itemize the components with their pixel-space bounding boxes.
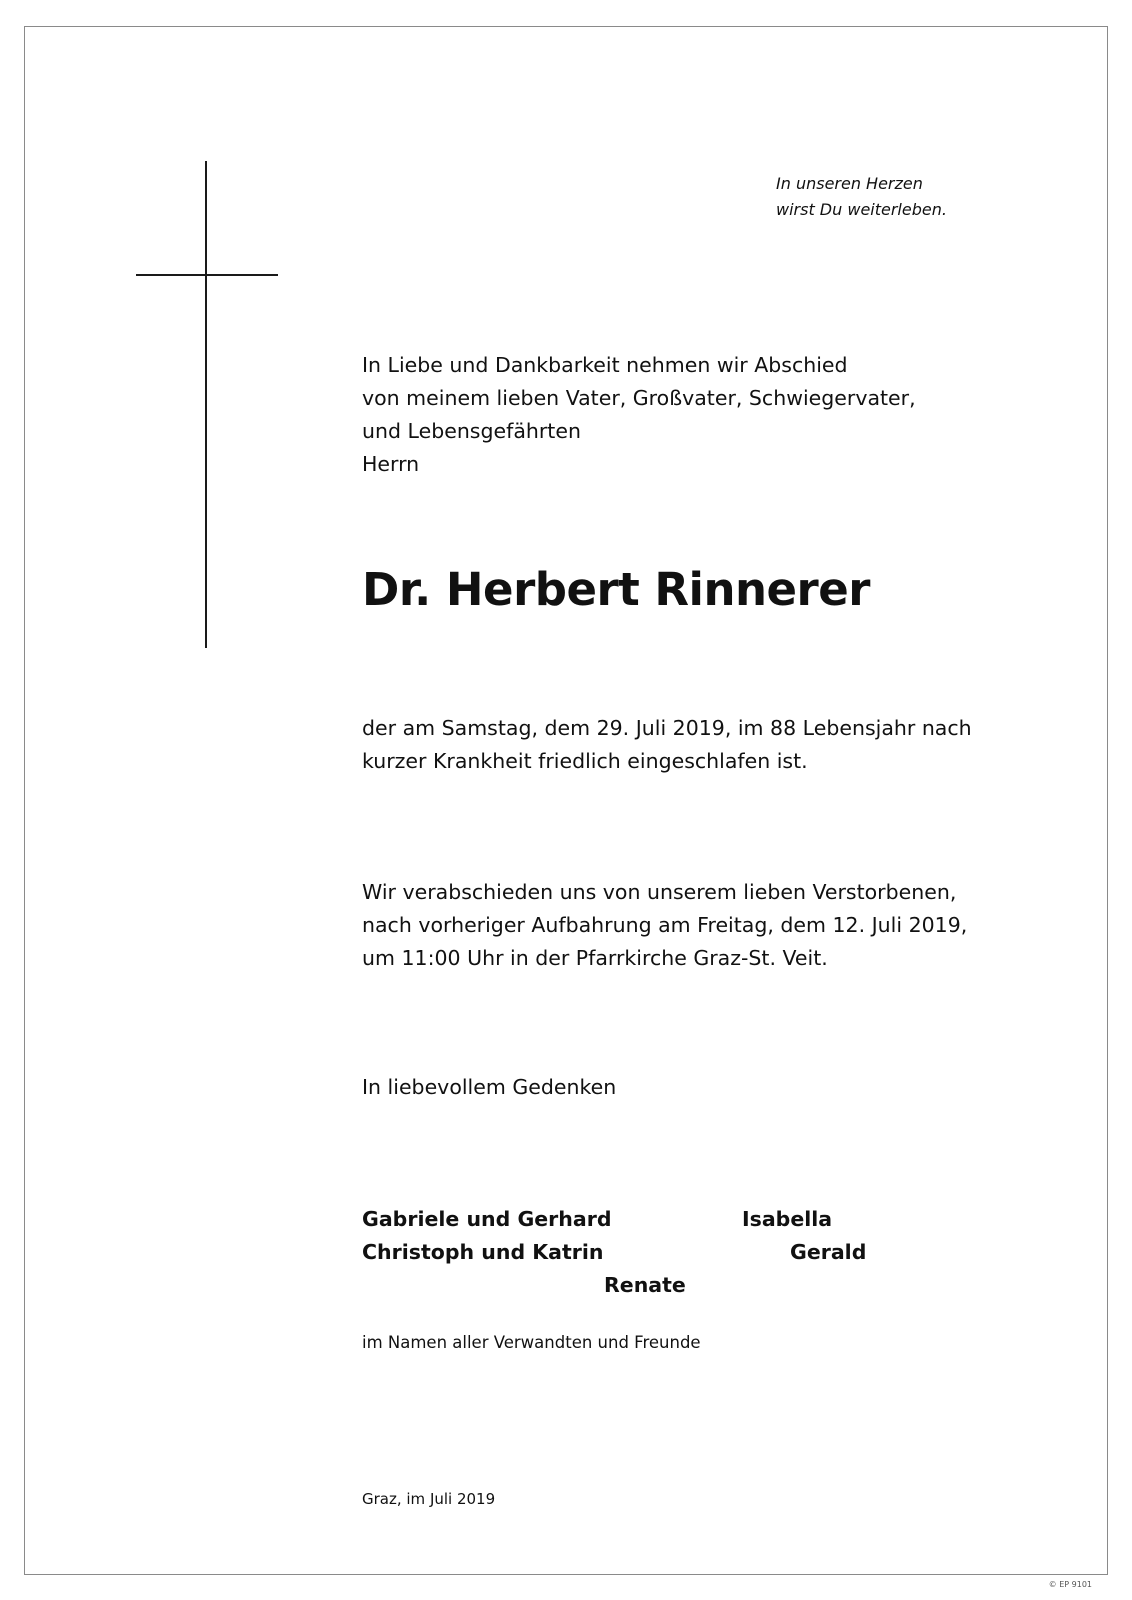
place-date: Graz, im Juli 2019	[362, 1490, 496, 1508]
intro-line-2: von meinem lieben Vater, Großvater, Schwiegervater,	[362, 386, 916, 410]
signatory-christoph-katrin: Christoph und Katrin	[362, 1240, 604, 1264]
death-notice-line-2: kurzer Krankheit friedlich eingeschlafen ist.	[362, 749, 808, 773]
deceased-name: Dr. Herbert Rinnerer	[362, 563, 870, 616]
intro-text	[362, 349, 916, 481]
intro-line-1: In Liebe und Dankbarkeit nehmen wir Abschied	[362, 353, 848, 377]
closing-text	[362, 1071, 616, 1104]
intro-line-4: Herrn	[362, 452, 420, 476]
cross-icon-horizontal-bar	[136, 274, 278, 276]
ceremony-line-1: Wir verabschieden uns von unserem lieben Verstorbenen,	[362, 880, 957, 904]
closing-line: In liebevollem Gedenken	[362, 1075, 617, 1099]
cross-icon-vertical-bar	[205, 161, 207, 648]
death-notice-line-1: der am Samstag, dem 29. Juli 2019, im 88 Lebensjahr nach	[362, 716, 972, 740]
ceremony-line-2: nach vorheriger Aufbahrung am Freitag, dem 12. Juli 2019,	[362, 913, 968, 937]
signatory-isabella: Isabella	[742, 1207, 833, 1231]
motto-line-2: wirst Du weiterleben.	[776, 200, 947, 219]
signatory-gerald: Gerald	[790, 1240, 867, 1264]
death-notice	[362, 712, 972, 778]
footer-code: © EP 9101	[1048, 1580, 1092, 1589]
signatory-renate: Renate	[604, 1273, 686, 1297]
on-behalf-text: im Namen aller Verwandten und Freunde	[362, 1333, 701, 1352]
ceremony-line-3: um 11:00 Uhr in der Pfarrkirche Graz-St. Veit.	[362, 946, 828, 970]
motto-line-1: In unseren Herzen	[776, 174, 923, 193]
motto	[776, 171, 947, 223]
signatory-gabriele-gerhard: Gabriele und Gerhard	[362, 1207, 612, 1231]
intro-line-3: und Lebensgefährten	[362, 419, 581, 443]
ceremony-details	[362, 876, 967, 975]
